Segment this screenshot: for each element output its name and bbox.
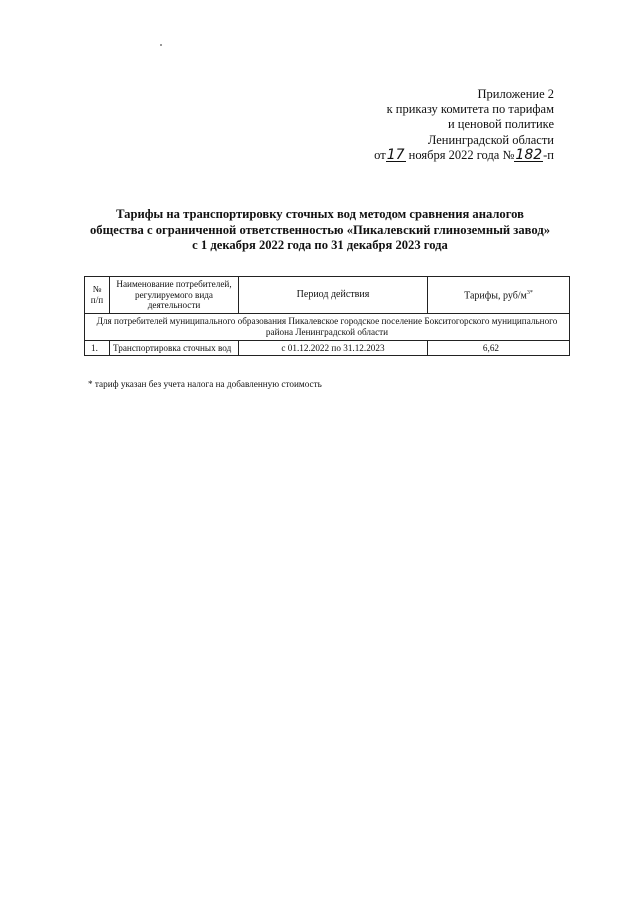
date-prefix: от: [374, 147, 386, 162]
scan-speck: [160, 44, 162, 46]
row-tariff-value: 6,62: [428, 341, 570, 356]
row-service-name: Транспортировка сточных вод: [110, 341, 239, 356]
date-suffix: -п: [543, 147, 554, 162]
table-row: [85, 341, 570, 356]
title-line-1: Тарифы на транспортировку сточных вод методом сравнения аналогов: [116, 207, 524, 221]
handwritten-day: 17: [386, 146, 405, 163]
footnote: * тариф указан без учета налога на добавленную стоимость: [88, 379, 322, 389]
appendix-line-4: Ленинградской области: [427, 132, 554, 147]
appendix-line-3: и ценовой политике: [447, 117, 554, 132]
header-tariff: [428, 277, 570, 314]
group-label: Для потребителей муниципального образования Пикалевское городское поселение Бокситогорского муниципального района Ленинградской области: [85, 314, 570, 341]
header-period: Период действия: [239, 277, 428, 314]
appendix-header: [372, 87, 554, 163]
header-tariff-label: Тарифы, руб/м: [464, 290, 527, 302]
title-line-2: общества с ограниченной ответственностью «Пикалевский глиноземный завод»: [90, 222, 550, 237]
row-number: 1.: [85, 341, 110, 356]
date-middle: ноября 2022 года №: [408, 147, 515, 162]
table-group-row: [85, 314, 570, 341]
appendix-line-2: к приказу комитета по тарифам: [386, 102, 554, 117]
appendix-line-1: Приложение 2: [477, 87, 554, 101]
document-title: [80, 207, 560, 254]
row-period: с 01.12.2022 по 31.12.2023: [239, 341, 428, 356]
header-consumer-name: Наименование потребителей, регулируемого вида деятельности: [110, 277, 239, 314]
header-tariff-superscript: 3*: [526, 290, 533, 297]
table-header-row: [85, 277, 570, 314]
tariff-table: [84, 276, 570, 356]
title-line-3: с 1 декабря 2022 года по 31 декабря 2023 года: [192, 238, 448, 252]
handwritten-number: 182: [515, 146, 543, 163]
appendix-date-line: [372, 148, 554, 163]
header-number: № п/п: [85, 277, 110, 314]
